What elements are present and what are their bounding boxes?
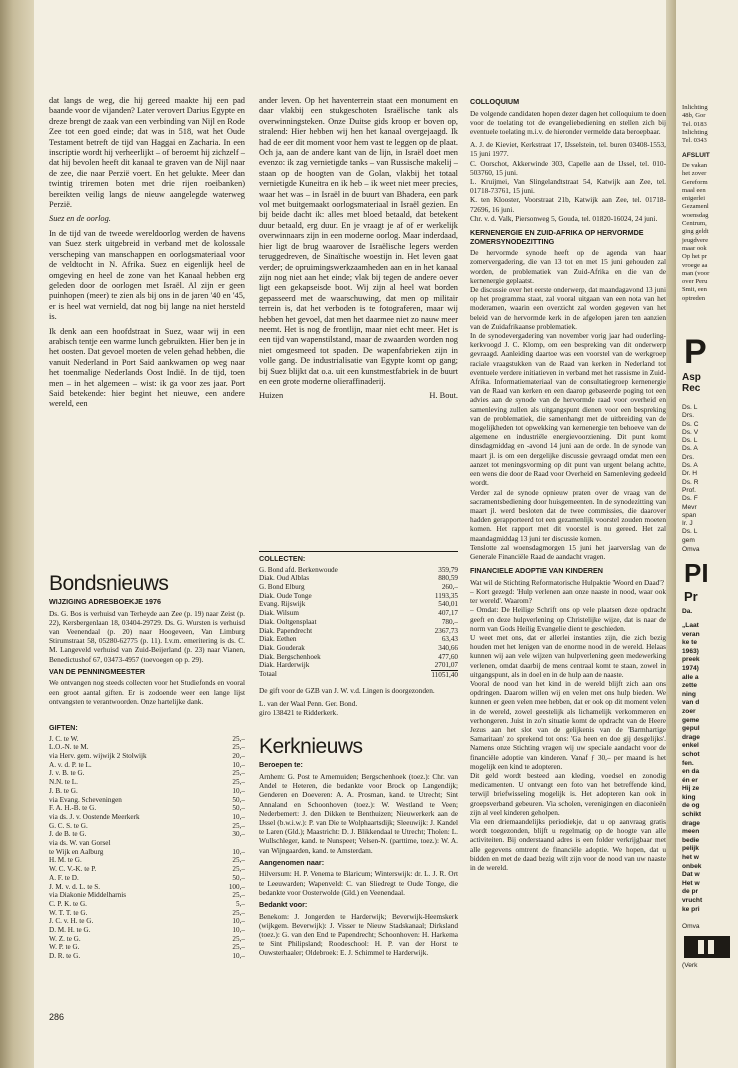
collecte-row	[259, 661, 458, 670]
quote-line: drage	[682, 733, 700, 741]
collecte-row	[259, 574, 458, 583]
headline-letter-2: PI	[684, 558, 709, 588]
gift-row	[49, 822, 245, 831]
collecten-section	[259, 548, 458, 962]
collecte-row	[259, 566, 458, 575]
text-line: enigerlei	[682, 195, 706, 203]
bedankt-heading: Bedankt voor:	[259, 899, 308, 909]
speaker-name: Ir. J	[682, 520, 693, 528]
totaal-label: Totaal	[259, 670, 277, 679]
collecte-row-amount: 407,17	[438, 609, 458, 618]
speaker-name: Dr. H	[682, 470, 698, 478]
gift-row	[49, 952, 245, 961]
gift-row-label: J. M. v. d. L. te S.	[49, 882, 101, 891]
gift-row	[49, 874, 245, 883]
article-paragraph: – Omdat: De Heilige Schrift ons op vele plaatsen deze opdracht geeft en deze hulpverlening op Christelijke wijze, dat is naar de norm van Gods Heilig Evangelie dient te geschieden.	[470, 605, 666, 633]
quote-line: onbek	[682, 862, 702, 870]
quote-line: Dat w	[682, 871, 700, 879]
column-1	[49, 96, 245, 414]
speaker-list	[682, 404, 738, 545]
collecte-row	[259, 618, 458, 627]
candidate-entry: L. Kruijmei, Van Slingelandtstraat 54, Katwijk aan Zee, tel. 01718-73761, 15 juni.	[470, 177, 666, 196]
collecte-row-amount: 2367,73	[434, 626, 458, 635]
speaker-name: gem	[682, 536, 695, 544]
text-line: Inlichting	[682, 104, 708, 111]
column-2	[259, 96, 458, 401]
gift-row-amount: 25,–	[232, 943, 245, 952]
gift-row	[49, 796, 245, 805]
gift-row	[49, 813, 245, 822]
wijziging-heading: WIJZIGING ADRESBOEKJE 1976	[49, 597, 161, 606]
gift-row-amount: 25,–	[232, 743, 245, 752]
text-line: Gereform	[682, 178, 708, 186]
totaal-row	[259, 670, 458, 680]
gift-row-amount: 25,–	[232, 865, 245, 874]
collecte-row	[259, 635, 458, 644]
quote-line: vrucht	[682, 897, 703, 904]
colloquium-heading: COLLOQUIUM	[470, 97, 520, 106]
quote-line: pelijk	[682, 845, 699, 853]
subtitle-line: Asp	[682, 372, 701, 383]
article-paragraph: Via een driemaandelijks periodiekje, dat u op aanvraag gratis wordt toegezonden, blijft u regelmatig op de hoogte van alle activiteiten. Bij onderstaand adres is een folder verkrijgbaar met alle gegevens omtrent de financiële adoptie. We hopen, dat u bidden en met de daad bezig wilt zijn voor de nood van uw naaste in de wereld.	[470, 817, 666, 873]
giro-number: giro 138421 te Ridderkerk.	[259, 708, 339, 718]
gift-row	[49, 900, 245, 909]
quote-line: alle a	[682, 673, 699, 681]
gift-row-label: C. P. K. te G.	[49, 899, 87, 908]
quote-line: én er	[682, 776, 698, 784]
quote-line: ning	[682, 690, 696, 698]
gift-row-label: via Herv. gem. wijwijk 2 Stolwijk	[49, 752, 147, 761]
quote-line: schikt	[682, 811, 702, 819]
quote-line: bedie	[682, 836, 700, 844]
gift-row-label: F. A. H.-B. te G.	[49, 804, 97, 813]
article-paragraph: Tenslotte zal woensdagmorgen 15 juni het jaarverslag van de Generale Financiële Raad de aandacht vragen.	[470, 542, 666, 561]
speaker-name: Ds. L	[682, 437, 698, 445]
quote-line: ke te	[682, 639, 698, 647]
penningmeester-address: L. van der Waal Penn. Ger. Bond.	[259, 698, 358, 708]
text-line: maar ook	[682, 244, 707, 252]
page-number: 286	[49, 1012, 65, 1022]
aangenomen-heading: Aangenomen naar:	[259, 857, 325, 867]
collecte-row-amount: 780,–	[441, 617, 458, 626]
collecte-row-amount: 540,01	[438, 600, 458, 609]
speaker-name: Ds. C	[682, 420, 699, 428]
quote-line: fen.	[682, 759, 694, 767]
quote-line: veran	[682, 630, 700, 638]
speaker-name: Ds. R	[682, 478, 699, 486]
giften-list	[49, 735, 245, 961]
bondsnieuws-section	[49, 572, 245, 961]
collecte-row-label: Diak. Ooltgensplaat	[259, 617, 317, 626]
quote-line: en da	[682, 768, 700, 776]
gift-row	[49, 865, 245, 874]
totaal-value: 11051,40	[431, 671, 458, 680]
beroepen-text: Arnhem: G. Post te Arnemuiden; Bergschenhoek (toez.): Chr. van Andel te Heteren, die bedankte voor Brock op Langendijk; Genderen en Doeveren: A. A. Prosman, kand. te Utrecht; Sint Annaland en Schoonhoven (toez.): W. Westland te Veen; Nederbemert: J. den Dikken te Benthuizen; Nieuwerkerk aan de IJssel (b.w.i.w.): P. van Die te Wolphaartsdijk; Sleeuwijk: J. Kandel te Laren (Gld.); Maastricht: D. J. Blikkendaal te Utrecht; Tholen: L. Wullschleger, kand. te Nunspeet; Velsen-N. (parttime, toez.): W. A. van Wijngaarden, kand. te Amsterdam.	[259, 771, 458, 855]
quote-line: drage	[682, 819, 700, 827]
quote-line: 1974)	[682, 664, 699, 672]
gift-row-amount: 25,–	[232, 778, 245, 787]
candidate-entry: Chr. v. d. Valk, Piersonweg 5, Gouda, tel. 01820-16024, 24 juni.	[470, 213, 658, 223]
text-line: Tel. 0343	[682, 137, 707, 145]
article-paragraph: De discussie over het eerste onderwerp, dat maandagavond 13 juni op het programma staat, zal vooral uitgaan van een nota van het moderamen, waarin een overzicht zal worden gegeven van het beleid van de hervormde kerk in de afgelopen jaren ten aanzien van de Zuidafrikaanse problematiek.	[470, 285, 666, 331]
gift-row-label: J. v. B. te G.	[49, 769, 85, 778]
article-paragraph: De hervormde synode heeft op de agenda van haar zomervergadering, die van 13 tot en met 15 juni gehouden zal worden, de problematiek van Zuid-Afrika en die van de kernenergie geplaatst.	[470, 248, 666, 285]
gift-row-label: via ds. J. v. Oostende Meerkerk	[49, 812, 140, 821]
quote-line: geme	[682, 716, 700, 724]
candidates-list	[470, 140, 666, 223]
article-paragraph: Ik denk aan een hoofdstraat in Suez, waar wij in een arabisch tentje een warme lunch gebruikten. Hier ben je in het oosten. Dat gevoel moeten de velen gehad hebben, die vanuit Nederland in Port Said aankwamen op weg naar het toenmalige Nederlands Oost Indië. In de tijd, toen men – in het algemeen – wist: ik ga voor zes jaar. Port Said betekende: hier begint het nieuwe, een andere wereld, een	[49, 326, 245, 409]
article-paragraph: dat langs de weg, die hij gereed maakte hij een pad baande voor de vijanden? Later verovert Darius Egypte en dreze brengt de zaak van een verbinding van Nijl en Rode Zee tot een goed einde; dat was in 518, wat het Oude Testament betreft de tijd van Haggai en Zacharia. In een inscriptie wordt hij verheerlijkt – of beroemt hij zichzelf – dat hij bevolen heeft dit kanaal te graven van de Nijl naar de zee, die naar Perzië voert. En het gelukte. Meer dan twintig triremen boten met drie rijen roeibanken) bereikten veilig langs de nieuw aangelegde waterweg Perzië.	[49, 96, 245, 210]
collecte-row-label: Diak. Oud Alblas	[259, 574, 310, 583]
gift-row-amount: 25,–	[232, 734, 245, 743]
gift-row-label: W. P. te G.	[49, 943, 80, 952]
text-line: Inlichting	[682, 128, 708, 136]
quote-lines	[682, 622, 738, 914]
gift-row-amount: 25,–	[232, 856, 245, 865]
quote-line: de og	[682, 802, 700, 810]
speaker-name: Ds. F	[682, 495, 698, 503]
page-gutter	[666, 0, 676, 1068]
collecte-row-amount: 477,60	[438, 652, 458, 661]
speaker-name: span	[682, 511, 697, 519]
text-line: het zover	[682, 170, 707, 178]
signoff-name: H. Bout.	[429, 391, 458, 401]
omvang-1: Omva	[682, 546, 700, 553]
text-line: Op het pr	[682, 253, 707, 261]
collecte-row	[259, 627, 458, 636]
omvang-2: Omva	[682, 923, 700, 930]
gift-row	[49, 735, 245, 744]
da-label: Da.	[682, 608, 693, 615]
gift-row-label: J. de B. te G.	[49, 830, 87, 839]
gift-row-amount: 10,–	[232, 926, 245, 935]
quote-line: schot	[682, 750, 700, 758]
cover-glyph	[698, 940, 704, 954]
subtitle-line: Rec	[682, 383, 701, 394]
quote-line: enkel	[682, 742, 699, 750]
gift-row-amount: 25,–	[232, 908, 245, 917]
signoff-place: Huizen	[259, 391, 284, 401]
gift-row-label: J. C. te W.	[49, 734, 79, 743]
afsluit-heading: AFSLUIT	[682, 152, 710, 159]
gift-row-amount: 10,–	[232, 786, 245, 795]
gift-row-amount: 20,–	[232, 752, 245, 761]
quote-line: de pr	[682, 888, 699, 896]
quote-line: zette	[682, 682, 698, 690]
gift-row	[49, 752, 245, 761]
text-line: 48b, Gor	[682, 112, 706, 120]
article-paragraph: Wat wil de Stichting Reformatorische Hulpaktie 'Woord en Daad'?	[470, 577, 664, 587]
gift-row	[49, 891, 245, 900]
gift-row-label: via Evang. Scheveningen	[49, 795, 122, 804]
wijziging-text: Ds. G. Bos is verhuisd van Terheyde aan Zee (p. 19) naar Zeist (p. 22), Kersbergenlaan 18, 03404-29729. Ds. G. Wursten is verhuisd van Veenendaal (p. 20) naar Hoogeveen, Van Limburg Stirumstraat 58, 05280-62775 (p. 11). I.v.m. emeritering is ds. C. M. Langeveld verhuisd van Zuid-Beijerland (p. 23) naar Vianen, Benedictushof 67, 03473-4957 (toevoegen op p. 29).	[49, 608, 245, 664]
candidate-entry: C. Oorschot, Akkerwinde 303, Capelle aan de IJssel, tel. 010-503760, 15 juni.	[470, 158, 666, 177]
gift-row-amount: 10,–	[232, 952, 245, 961]
candidate-entry: K. ten Klooster, Voorstraat 21b, Katwijk aan Zee, tel. 01718-72696, 16 juni.	[470, 195, 666, 214]
gift-row	[49, 830, 245, 839]
book-cover-block	[684, 936, 730, 958]
article-paragraph: Dit geld wordt besteed aan kleding, voedsel en zonodig medicamenten. U ontvangt een foto van het betreffende kind, terwijl briefwisseling mogelijk is. Het adopteren kan ook in groepsverband gebeuren. Via scholen, verenigingen en diaconieën zijn al veel kinderen geholpen.	[470, 770, 666, 817]
gift-row	[49, 787, 245, 796]
quote-line: van d	[682, 699, 700, 707]
gift-row	[49, 943, 245, 952]
gift-row-label: G. C. S. te G.	[49, 821, 88, 830]
gift-row-amount: 50,–	[232, 795, 245, 804]
text-line: Gezamenl	[682, 203, 709, 211]
gift-row-amount: 25,–	[232, 934, 245, 943]
financiele-article	[470, 578, 666, 873]
collecte-row	[259, 644, 458, 653]
speaker-name: Ds. V	[682, 428, 699, 436]
speaker-name: Drs.	[682, 412, 695, 420]
collecte-row-amount: 359,79	[438, 565, 458, 574]
article-paragraph: Vooral de nood van het kind in de wereld blijft zich aan ons opdringen. Daarom willen wij en velen met ons hulp bieden. We kunnen er geen velen mee hebben, dat er ook op dit moment velen in de wereld, zowel geestelijk als lichamelijk verkommeren en verhongeren. Juist in zo'n situatie komt de opdracht van de Heere Jezus aan het slot van de gelijkenis van de 'Barmhartige Samaritaan' zo sprekend tot ons: 'Ga heen en doe gij desgelijks'. Namens onze Stichting vragen wij uw speciale aandacht voor de financiële adoptie van kinderen. Vanaf ƒ 30,– per maand is het mogelijk een kind te adopteren.	[470, 678, 666, 771]
text-line: over Peru	[682, 278, 708, 286]
gift-row	[49, 778, 245, 787]
quote-line: meen	[682, 828, 700, 836]
afsluit-lines	[682, 162, 738, 303]
article-paragraph: U weet met ons, dat er allerlei instanties zijn, die zich bezig houden met het lenigen van de enorme nood in de wereld. Helaas kunnen wij aan vele wijzen van hulpverlening geen medewerking verlenen, omdat daarbij de mens centraal komt te staan, zowel in uitgangspunt, als in doel en in de hulp aan de naaste.	[470, 632, 666, 679]
subtitle-2: Pr	[684, 589, 698, 604]
headline-letter-1: P	[684, 333, 707, 371]
quote-line: ke pri	[682, 905, 700, 913]
article-paragraph: – Kort gezegd: 'Hulp verlenen aan onze naaste in nood, waar ook ter wereld'. Waarom?	[470, 586, 666, 606]
speaker-name: Prof.	[682, 486, 696, 494]
giften-heading: GIFTEN:	[49, 723, 78, 733]
collecte-row-label: Diak. Harderwijk	[259, 661, 310, 670]
collecte-row	[259, 653, 458, 662]
gift-row-label: W. C. V.-K. te P.	[49, 865, 97, 874]
gift-row-amount: 10,–	[232, 917, 245, 926]
collecte-row	[259, 609, 458, 618]
collecte-row-label: Diak. Oude Tonge	[259, 591, 312, 600]
gift-row-label: D. M. H. te G.	[49, 926, 91, 935]
text-line: Tel. 0183	[682, 120, 707, 128]
gift-row-label: te Wijk en Aalburg	[49, 847, 104, 856]
text-line: optreden	[682, 294, 706, 302]
next-page-cropped	[676, 0, 738, 1068]
collecte-row-amount: 63,43	[441, 635, 458, 644]
kernenergie-heading: KERNENERGIE EN ZUID-AFRIKA OP HERVORMDE ZOMERSYNODEZITTING	[470, 228, 644, 246]
quote-line: het w	[682, 854, 699, 862]
article-paragraph: ander leven. Op het haventerrein staat een monument en daar vlakbij een stukgeschoten Israëlische tank als overwinningsteken. Onze Duitse gids kroop er boven op, stralend: Hier hebben wij hen het kanaal overgejaagd. Ik had de eer dit moment voor hem vast te leggen op de plaat. Och ja, aan de andere kant van de lijn, in Israël doet men evenzo: ik zag vernietigde tanks – van Russische makelij – staan op de hoogten van de Golan, vlakbij het totaal vernietigde Kuneitra en ik heb – ik weet niet meer precies, waar het was – in Israël in de buurt van Bhadera, een park vol met buitgemaakt oorlogsmateriaal in Israël gezien. En bij beide dacht ik: alles met bloed betaald, dat betekent duur betaald, erg duur. En je vraagt je af of er werkelijk overwinnaars zijn in een moderne oorlog. Maar inderdaad, hier ligt de brug waarover de Israëlische legers werden teruggedreven, de Sinaïtische woestijn in. Het leven gaat verder; de opruimingswerkzaamheden aan en in het kanaal zijn nog niet aan het einde; vlak bij tegen de andere oever ligt een gekapseisde boot. Wij zijn al heel wat borden gepasseerd met de waarschuwing, dat men op militair terrein is, dat het verboden is te fotograferen, maar wij hebben het gevoel, dat men het daarmee niet zo nauw meer neemt. Het is nog de frontlijn, maar niet echt meer. Het is een tijd van wapenstilstand, maar de zwaarden worden nog niet omgesmeed tot spaden. De wapenfabrieken zijn in volle gang. De industrialisatie van Egypte komt op gang; bij Suez blijkt dat o.a. uit een kunstmestfabriek in de buurt en een grote moderne olieraffinaderij.	[259, 96, 458, 386]
gift-row-amount: 25,–	[232, 769, 245, 778]
quote-line: Het w	[682, 879, 700, 887]
penning-text: We ontvangen nog steeds collecten voor het Studiefonds en vooral een groot aantal giften. Er is zodoende weer een lange lijst ontvangsten te verantwoorden. Onze hartelijke dank.	[49, 678, 245, 706]
text-line: vroege aa	[682, 261, 708, 269]
gift-row-label: N.N. te L.	[49, 778, 78, 787]
book-spine-shadow	[0, 0, 34, 1068]
gift-row-amount: 10,–	[232, 760, 245, 769]
gift-row-label: J. B. te G.	[49, 786, 78, 795]
gift-row-label: L.O.-N. te M.	[49, 743, 89, 752]
speaker-name: Drs.	[682, 453, 695, 461]
gift-row-label: via Diakonie Middelharnis	[49, 891, 127, 900]
gift-row-label: W. Z. te G.	[49, 934, 81, 943]
collecte-row-amount: 2701,07	[434, 661, 458, 670]
aangenomen-text: Hilversum: H. P. Venema te Blaricum; Winterswijk: dr. L. J. R. Ort te Leeuwarden; Wapenveld: C. van Sliedregt te Oude Tonge, die bedankte voor Oosterwolde (Gld.) en Veenendaal.	[259, 869, 458, 897]
collecte-row-label: Diak. Wilsum	[259, 609, 299, 618]
text-line: De vakan	[682, 162, 708, 169]
article-subheading: Suez en de oorlog.	[49, 214, 111, 224]
gift-row	[49, 909, 245, 918]
collecte-row	[259, 583, 458, 592]
gift-row-amount: 30,–	[232, 830, 245, 839]
text-line: man (voor	[682, 269, 710, 277]
bondsnieuws-title: Bondsnieuws	[49, 572, 169, 595]
gift-row	[49, 804, 245, 813]
article-paragraph: In de tijd van de tweede wereldoorlog werden de havens van Suez sterk uitgebreid in verband met de kolossale verscheping van manschappen en oorlogsmateriaal voor de veldtocht in N. Afrika. Suez en eigenlijk heel de omgeving en heel de zone van het Kanaal hebben erg geleden door de oorlogen met Israël. Al zijn er geen puinhopen (meer) te zien als bij ons in de jaren '40 en '45, er is heel wat vernield, dat nog bij lange na niet hersteld is.	[49, 228, 245, 322]
column-3	[470, 96, 666, 872]
kerknieuws-title: Kerknieuws	[259, 735, 363, 759]
gift-row-label: H. M. te G.	[49, 856, 82, 865]
collecte-row-label: G. Bond afd. Berkenwoude	[259, 565, 338, 574]
subtitle-1	[682, 372, 738, 394]
gift-row	[49, 917, 245, 926]
cover-glyph	[708, 940, 714, 954]
speaker-name: Mevr	[682, 503, 697, 511]
collecten-heading: COLLECTEN:	[259, 554, 306, 563]
divider	[259, 551, 458, 552]
collecte-row-amount: 1193,35	[434, 591, 458, 600]
text-line: Smit, een	[682, 286, 707, 294]
quote-line: Hij ze	[682, 785, 700, 793]
gift-row-amount: 50,–	[232, 873, 245, 882]
gift-row	[49, 761, 245, 770]
collecte-row-label: Diak. Papendrecht	[259, 626, 313, 635]
gift-row-label: D. R. te G.	[49, 952, 81, 961]
gift-row-label: A. F. te D.	[49, 873, 79, 882]
speaker-name: Ds. A	[682, 462, 698, 470]
gift-row	[49, 839, 245, 848]
collecte-row-amount: 880,59	[438, 574, 458, 583]
article-paragraph: In de synodevergadering van november vorig jaar had ouderling-kerkvoogd J. C. Klomp, om een bespreking van dit onderwerp gevraagd. Aanleiding daartoe was een voorstel van de werkgroep raciale vraagstukken van de Raad van kerken in Nederland tot eventuele verdere initiatieven in verband met het rassisme in Zuid-Afrika. Informatiemateriaal van de consultatiegroep kernenergie van de Raad van kerken en een daarop gebaseerde poging tot een advies aan de synode van de hervormde raad voor overheid en samenleving zullen als uitgangspunt dienen voor een bespreking van de problematiek, die samenhangt met de uitbreiding van de mogelijkheden tot opwekking van kernenergie ten behoeve van de algemene en industriële energievoorziening. Dit punt komt dinsdagmiddag en -avond 14 juni aan de orde. In de synode van maart jl. is om een dergelijke discussie gevraagd omdat men een aanzet tot meningsvorming op dit punt van urgent belang achtte, een wens die door de Raad voor Overheid en Samenleving gedeeld wordt.	[470, 331, 666, 488]
gift-row-label: A. v. d. P. te L.	[49, 760, 92, 769]
candidate-entry: A. J. de Kieviet, Kerkstraat 17, IJsselstein, tel. buren 03408-1553, 15 juni 1977.	[470, 140, 666, 159]
collecten-list	[259, 566, 458, 670]
quote-line: preek	[682, 656, 700, 664]
gift-row-amount: 25,–	[232, 891, 245, 900]
gift-row	[49, 883, 245, 892]
gift-row	[49, 743, 245, 752]
gift-row	[49, 848, 245, 857]
quote-line: gepul	[682, 725, 700, 733]
text-line: woensdag	[682, 211, 709, 219]
quote-line: 1963)	[682, 647, 699, 655]
collecte-row-label: Evang. Rijswijk	[259, 600, 306, 609]
gift-row	[49, 769, 245, 778]
collecte-row	[259, 600, 458, 609]
gift-row-label: via ds. W. van Gorsel	[49, 839, 111, 848]
text-line: ging geldt	[682, 228, 709, 236]
beroepen-heading: Beroepen te:	[259, 760, 303, 770]
bedankt-text: Benekom: J. Jongerden te Harderwijk; Beverwijk-Heemskerk (wijkgem. Beverwijk): J. Visser te Nieuw Stadskanaal; Dirksland (toez.): G. van den End te Papendrecht; Schoonhoven: H. Harkema te Sint Philipsland; Roodeschool: H. P. van der Horst te Ouwsterhaaler; Oldebroek: E. J. Schimmel te Harderwijk.	[259, 911, 458, 958]
text-line: Centrum,	[682, 220, 707, 228]
verkrijgbaar-label: (Verk	[682, 962, 698, 969]
gift-row-amount: 5,–	[236, 899, 245, 908]
penning-heading: VAN DE PENNINGMEESTER	[49, 666, 146, 676]
gift-row-amount: 25,–	[232, 821, 245, 830]
financiele-heading: FINANCIELE ADOPTIE VAN KINDEREN	[470, 566, 603, 576]
signoff	[259, 391, 458, 401]
text-line: maal een	[682, 186, 706, 194]
gift-row-label: J. C. v. H. te G.	[49, 917, 94, 926]
gift-note: De gift voor de GZB van J. W. v.d. Lingen is doorgezonden.	[259, 685, 435, 695]
quote-line: king	[682, 793, 696, 801]
colloquium-text: De volgende candidaten hopen dezer dagen het colloquium te doen voor de toelating tot de evangeliebediening en stellen zich bij eventuele toelating m.i.v. de hieronder vermelde data beroepbaar.	[470, 108, 666, 136]
gift-row-amount: 100,–	[228, 882, 245, 891]
gift-row-amount: 50,–	[232, 804, 245, 813]
collecte-row-label: Diak. Bergschenhoek	[259, 652, 321, 661]
gift-row-label: W. T. T. te G.	[49, 908, 88, 917]
article-paragraph: Verder zal de synode opnieuw praten over de vraag van de sacramentsbediening door huisgemeenten. In de synodezitting van maart jl. werd besloten dat de twee commissies, die daarover hadden gerapporteerd tot een gezamenlijk voorstel zouden moeten komen. Het rapport met dit voorstel is nu gereed. Het zal maandagmiddag 13 juni ter discussie komen.	[470, 487, 666, 543]
gift-row	[49, 935, 245, 944]
gift-row	[49, 856, 245, 865]
gift-row-amount: 10,–	[232, 812, 245, 821]
collecte-row-amount: 260,–	[441, 583, 458, 591]
quote-line: zoer	[682, 707, 696, 715]
speaker-name: Ds. A	[682, 445, 698, 453]
quote-line: „Laat	[682, 622, 699, 629]
text-line: jeugdvere	[682, 236, 708, 244]
collecte-row-amount: 340,66	[438, 643, 458, 652]
speaker-name: Ds. L	[682, 404, 698, 411]
collecte-row-label: Diak. Eethen	[259, 635, 297, 644]
collecte-row-label: Diak. Gouderak	[259, 643, 305, 652]
kernenergie-article	[470, 248, 666, 561]
next-page-top-lines	[682, 104, 738, 145]
speaker-name: Ds. L	[682, 528, 698, 536]
gift-row	[49, 926, 245, 935]
collecte-row-label: G. Bond Elburg	[259, 583, 305, 591]
gift-row-amount: 10,–	[232, 847, 245, 856]
collecte-row	[259, 592, 458, 601]
